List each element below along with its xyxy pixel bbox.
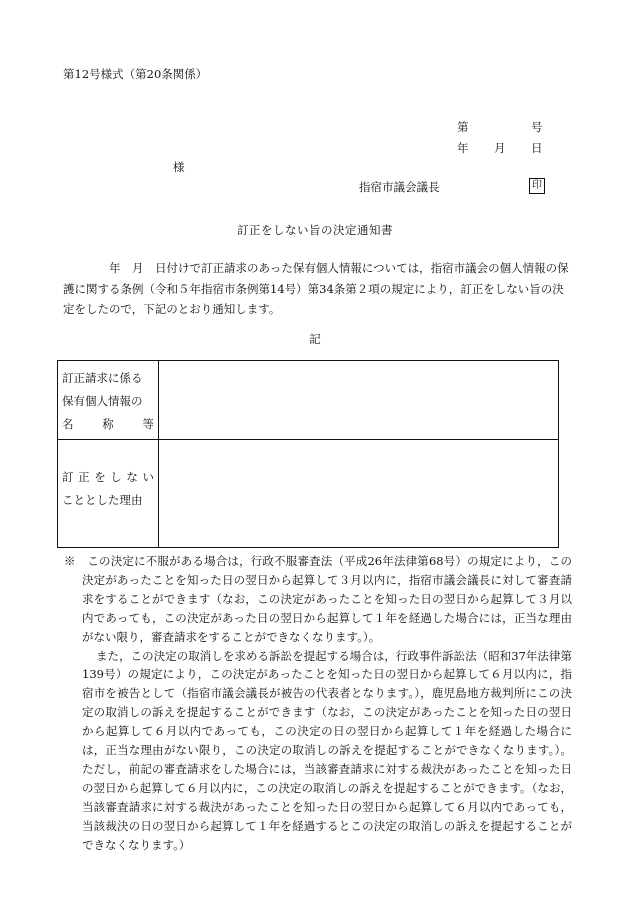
ki-heading: 記	[309, 332, 321, 346]
notice-paragraph: 年 月 日付けで訂正請求のあった保有個人情報については，指宿市議会の個人情報の保護に関する条例（令和５年指宿市条例第14号）第34条第２項の規定により，訂正をしない旨の決定をしたので，下記のとおり通知します。	[63, 261, 569, 316]
date-year: 年	[457, 141, 469, 155]
table-column-divider	[158, 361, 159, 547]
label-char: 訂	[62, 470, 74, 484]
row-label-information-name	[62, 367, 154, 436]
label-char: し	[110, 470, 122, 484]
appeal-paragraph-2: また，この決定の取消しを求める訴訟を提起する場合は，行政事件訴訟法（昭和37年法律第139号）の規定により，この決定があったことを知った日の翌日から起算して６月以内に，指宿市を被告として（指宿市議会議長が被告の代表者となります。），鹿児島地方裁判所にこの決定の取消しの訴えを提起することができます（なお，この決定があったことを知った日の翌日から起算して６月以内であっても，この決定の日の翌日から起算して１年を経過した場合には，正当な理由がない限り，この決定の取消しの訴えを提起することができなくなります。）。ただし，前記の審査請求をした場合には，当該審査請求に対する裁決があったことを知った日の翌日から起算して６月以内に，この決定の取消しの訴えを提起することができます。（なお，当該審査請求に対する裁決があったことを知った日の翌日から起算して６月以内であっても，当該裁決の日の翌日から起算して１年を経過するとこの決定の取消しの訴えを提起することができなくなります。）	[82, 648, 572, 852]
document-number-prefix: 第	[457, 120, 469, 134]
document-number-suffix: 号	[531, 120, 543, 134]
label-char: い	[142, 470, 154, 484]
label-line: こととした理由	[62, 493, 143, 507]
addressee-honorific: 様	[173, 160, 185, 174]
label-line-distributed	[62, 413, 154, 436]
sender-name: 指宿市議会議長	[359, 180, 440, 194]
label-char: 名	[62, 417, 74, 431]
form-number: 第12号様式（第20条関係）	[63, 67, 208, 81]
date-month: 月	[494, 141, 506, 155]
appeal-paragraph-1: ※ この決定に不服がある場合は，行政不服審査法（平成26年法律第68号）の規定により，この決定があったことを知った日の翌日から起算して３月以内に，指宿市議会議長に対して審査請求をすることができます（なお，この決定があったことを知った日の翌日から起算して３月以内であっても，この決定があった日の翌日から起算して１年を経過した場合には，正当な理由がない限り，審査請求をすることができなくなります。）。	[64, 554, 572, 644]
appeal-notice	[64, 552, 572, 855]
label-char: を	[94, 470, 106, 484]
row-label-reason	[62, 466, 154, 512]
label-char: な	[126, 470, 138, 484]
date-day: 日	[531, 141, 543, 155]
label-line: 訂正請求に係る	[62, 371, 143, 385]
seal-mark: 印	[529, 178, 545, 194]
label-char: 正	[78, 470, 90, 484]
details-table	[57, 360, 559, 548]
label-line: 保有個人情報の	[62, 394, 143, 408]
notice-body	[63, 258, 569, 320]
document-title: 訂正をしない旨の決定通知書	[237, 223, 393, 237]
label-char: 称	[102, 417, 114, 431]
table-row-divider	[58, 439, 558, 440]
label-char: 等	[142, 417, 154, 431]
label-line-distributed	[62, 466, 154, 489]
